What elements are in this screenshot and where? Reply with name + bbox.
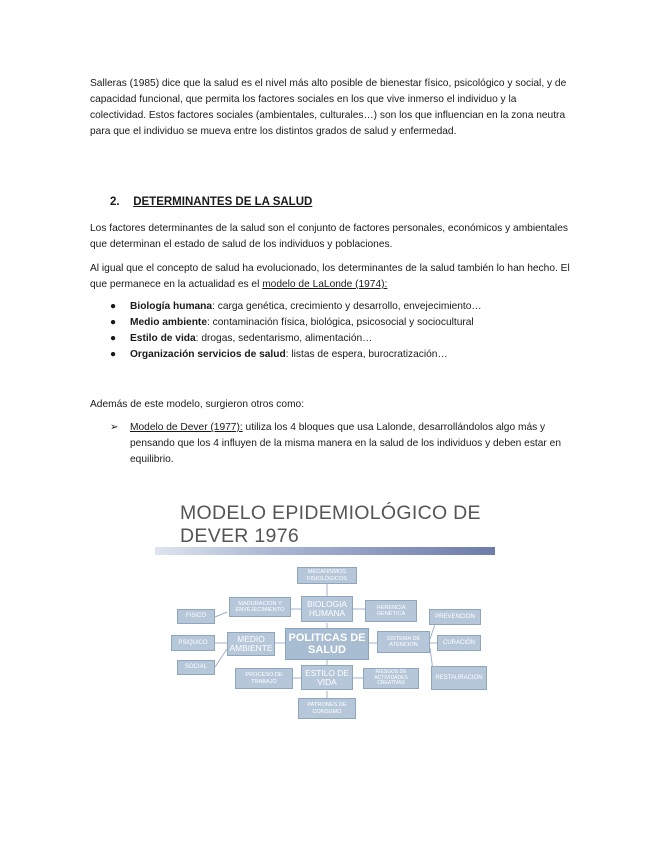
box-social: SOCIAL [177, 660, 215, 675]
bullet-desc: : carga genética, crecimiento y desarrollo, envejecimiento… [212, 301, 482, 312]
bullet-term: Organización servicios de salud [130, 349, 286, 360]
bullet-icon: ● [110, 333, 117, 344]
box-prevencion: PREVENCION [429, 609, 481, 625]
list-item [90, 315, 570, 331]
figure-title-line2: DEVER 1976 [180, 525, 299, 547]
dever-model-figure [155, 496, 500, 726]
bullet-desc: : contaminación física, biológica, psicosocial y sociocultural [206, 317, 474, 328]
bullet-term: Medio ambiente [130, 317, 207, 328]
bullet-icon: ● [110, 301, 117, 312]
bullet-term: Biología humana [130, 301, 213, 312]
box-psiquico: PSIQUICO [171, 635, 215, 651]
list-item [90, 347, 570, 363]
box-maduracion: MADURACION Y ENVEJECIMIENTO [229, 597, 291, 617]
box-biologia: BIOLOGIA HUMANA [301, 596, 353, 622]
bullet-desc: : drogas, sedentarismo, alimentación… [195, 333, 373, 344]
bullet-icon: ● [110, 349, 117, 360]
box-medio-ambiente: MEDIO AMBIENTE [227, 632, 275, 656]
box-fisico: FISICO [177, 609, 215, 624]
box-proceso-trabajo: PROCESO DE TRABAJO [235, 668, 293, 689]
bullet-icon: ● [110, 317, 117, 328]
section-heading [110, 196, 312, 208]
definition-paragraph: Los factores determinantes de la salud son el conjunto de factores personales, económicos y ambientales que determinan el estado de salud de los individuos y poblaciones. [90, 223, 568, 250]
intro-paragraph: Salleras (1985) dice que la salud es el nivel más alto posible de bienestar físico, psicológico y social, y de capacidad funcional, que permita los factores sociales en los que vive inmerso el individuo y la colectividad. Estos factores sociales (ambientales, culturales…) son los que influencian en la zona neutra para que el individuo se mueva entre los distintos grados de salud y enfermedad. [90, 78, 567, 137]
box-riesgos: RIESGOS DE ACTIVIDADES CREATIVAS [363, 668, 419, 689]
box-herencia: HERENCIA GENÉTICA [365, 600, 417, 622]
bullet-term: Estilo de vida [130, 333, 196, 344]
lalonde-paragraph [90, 261, 570, 293]
figure-title-line1: MODELO EPIDEMIOLÓGICO DE [180, 502, 481, 524]
section-number: 2. [110, 196, 120, 208]
box-restauracion: RESTAURACION [431, 666, 487, 690]
dever-model-link: Modelo de Dever (1977): [130, 422, 243, 433]
list-item [90, 331, 570, 347]
dever-item [110, 420, 570, 468]
box-estilo-de-vida: ESTILO DE VIDA [301, 665, 353, 690]
box-patrones-consumo: PATRONES DE CONSUMO [298, 698, 356, 719]
section-title: DETERMINANTES DE LA SALUD [133, 196, 313, 208]
arrow-bullet-icon: ➢ [110, 422, 119, 433]
list-item [90, 299, 570, 315]
dever-text: utiliza los 4 bloques que usa Lalonde, desarrollándolos algo más y pensando que los 4 influyen de la misma manera en la salud de los individuos y deben estar en equilibrio. [130, 422, 561, 465]
box-curacion: CURACIÓN [437, 635, 481, 651]
others-paragraph: Además de este modelo, surgieron otros como: [90, 399, 305, 410]
determinants-list [90, 299, 570, 363]
box-sistema-atencion: SISTEMA DE ATENCION [377, 631, 430, 653]
lalonde-text: Al igual que el concepto de salud ha evolucionado, los determinantes de la salud también lo han hecho. El que permanece en la actualidad es el [90, 263, 570, 290]
box-politicas-de-salud: POLITICAS DE SALUD [285, 628, 369, 660]
lalonde-model-link: modelo de LaLonde (1974): [262, 279, 388, 290]
bullet-desc: : listas de espera, burocratización… [285, 349, 448, 360]
box-mecanismos: MECANISMOS FISIOLÓGICOS [297, 567, 357, 584]
